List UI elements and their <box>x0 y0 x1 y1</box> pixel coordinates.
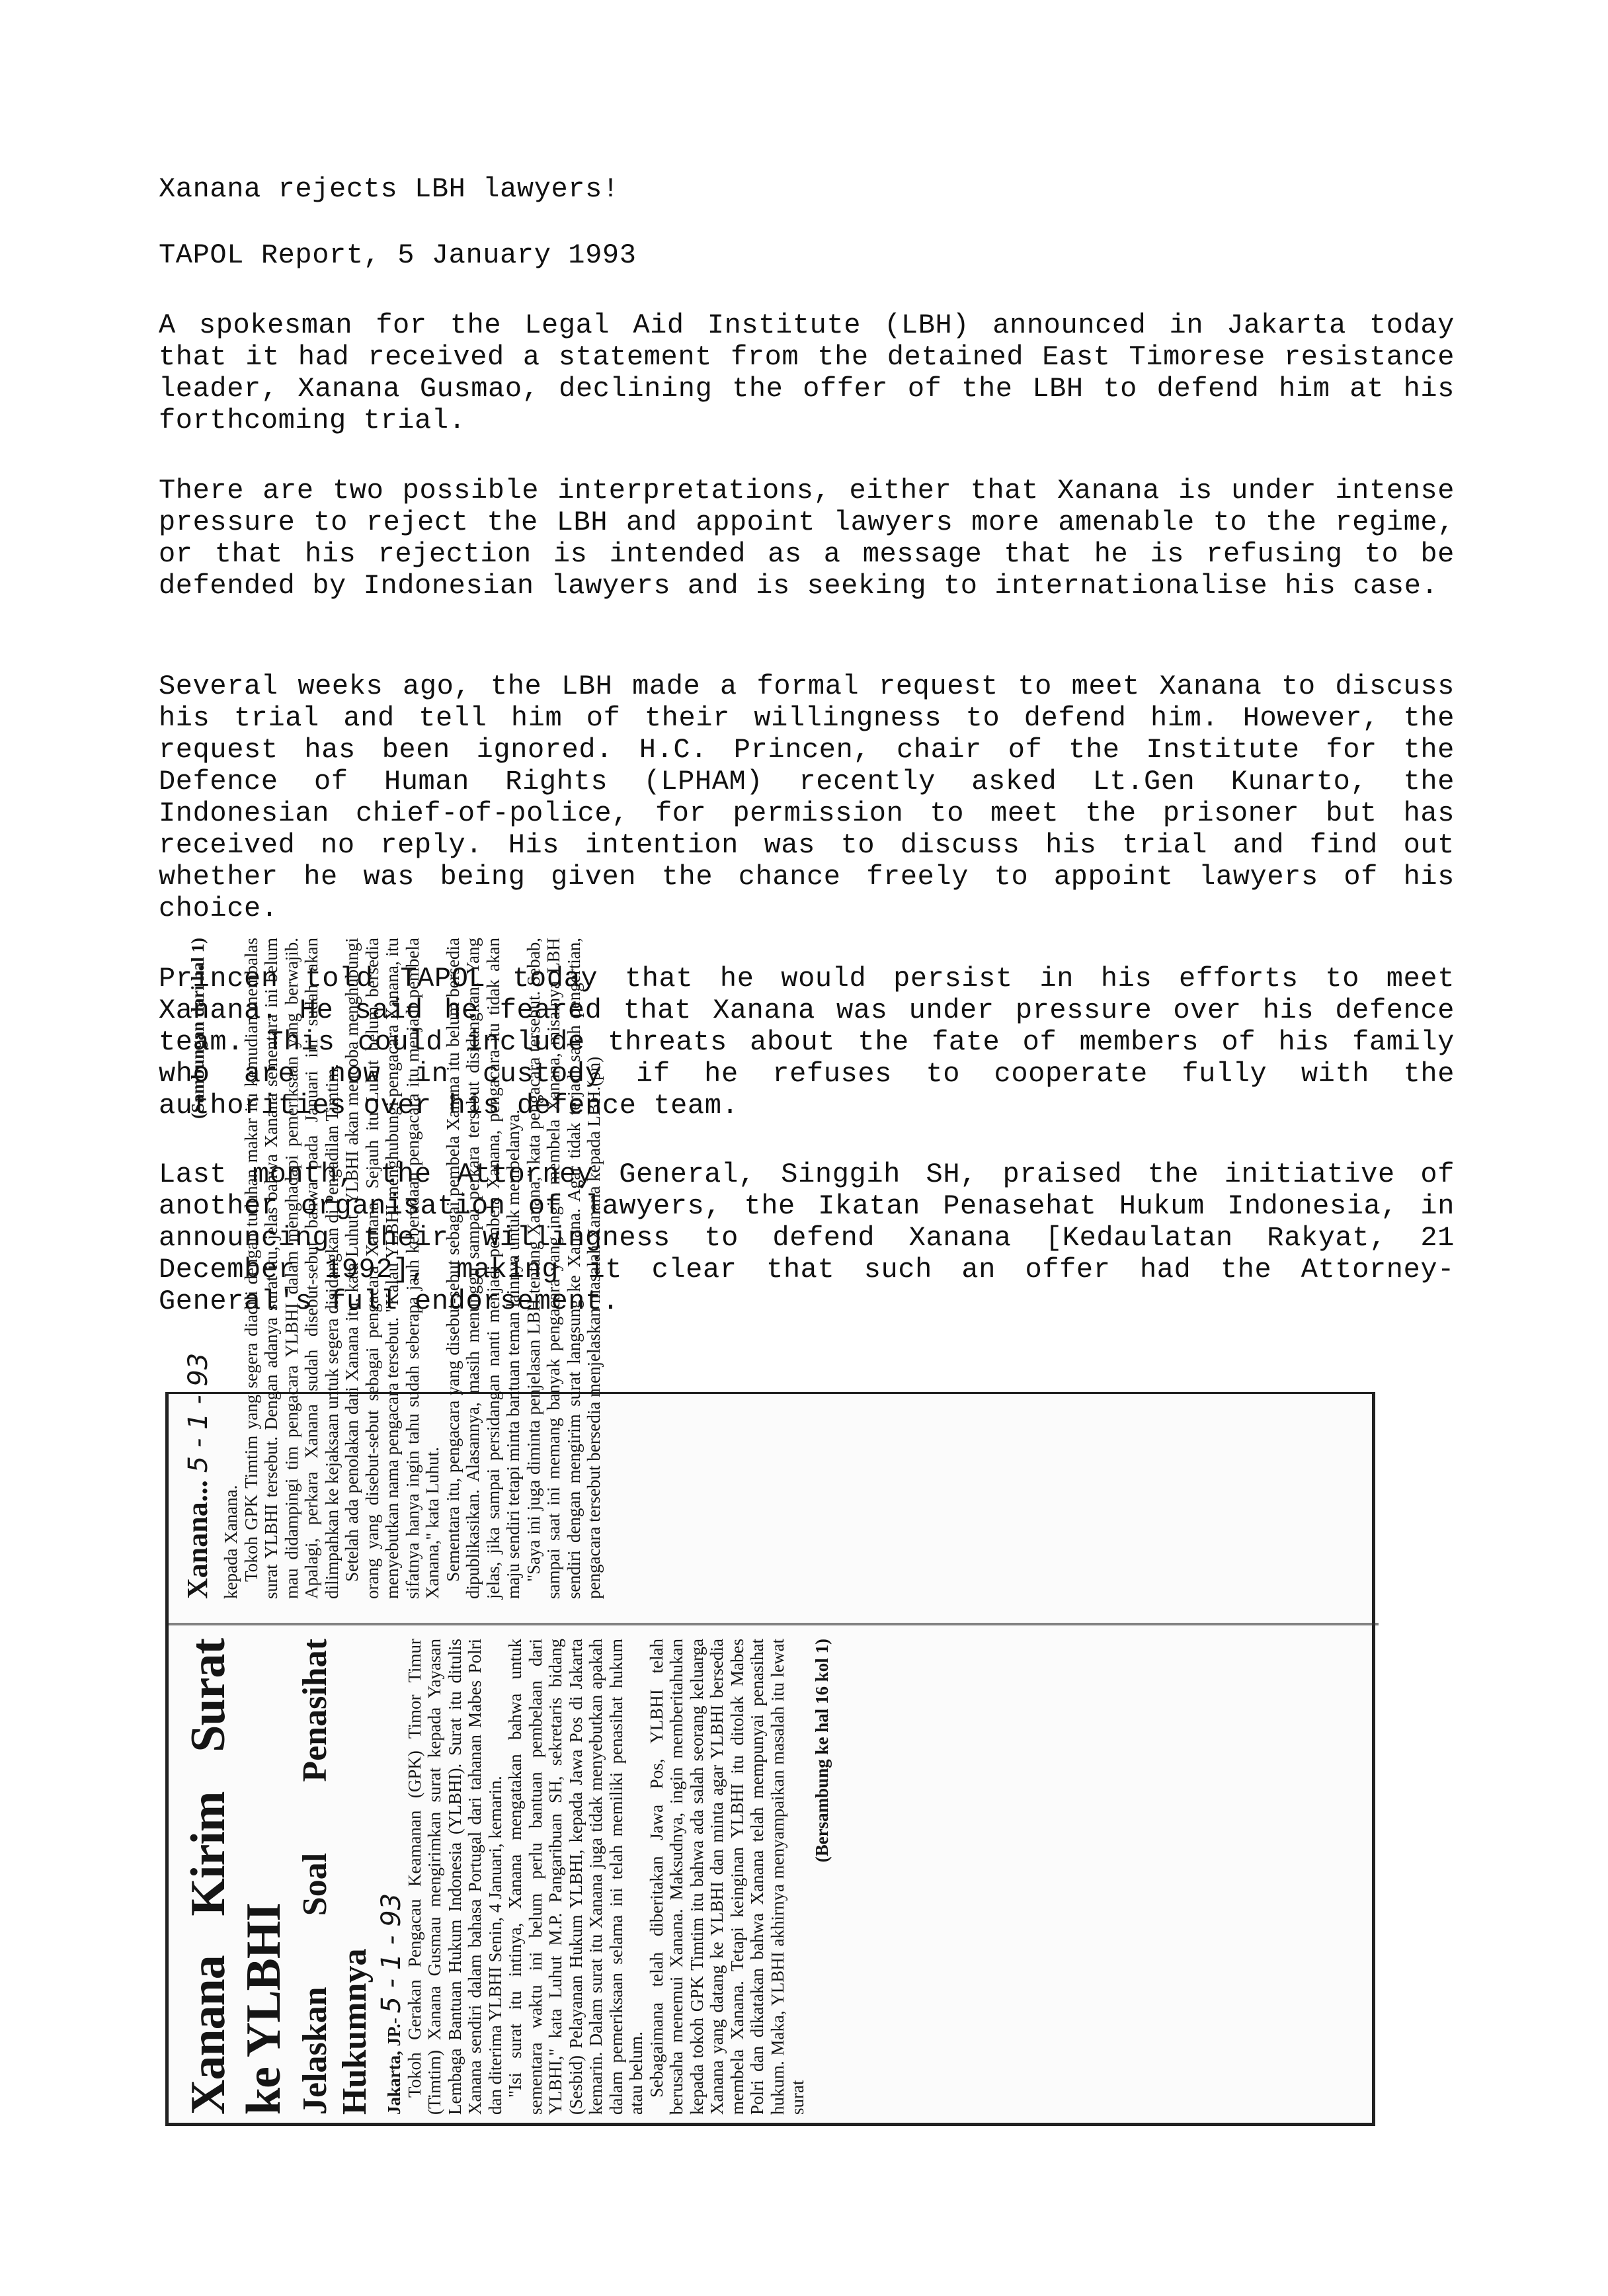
clipping-paragraph: Sementara itu, pengacara yang disebut-sebut sebagai pembela Xanana itu belum bersedia dipublikasikan. Alasannya, masih menunggu sampai perkara tersebut disidangkan. Yang jelas, jika sampai persidangan nanti menjadi pembela Xanana, pengacara itu tidak akan maju sendiri tetapi minta bantuan teman lainnya untuk membelanya. <box>442 938 523 1599</box>
clipping-column-divider <box>169 1623 1379 1625</box>
clipping-headline: Xanana Kirim Surat ke YLBHI <box>181 1639 291 2115</box>
clipping-paragraph <box>376 1639 407 2115</box>
continuation-title: Xanana... <box>181 1480 214 1599</box>
clipping-column-right <box>181 938 1364 1599</box>
handwritten-date: 5 - 1 - 93 <box>376 1893 407 2014</box>
clipping-continued-note: (Bersambung ke hal 16 kol 1) <box>811 1639 832 1863</box>
clipping-paragraph: kepada Xanana. <box>221 1485 241 1599</box>
paragraph-4: Princen told TAPOL today that he would persist in his efforts to meet Xanana. He said he feared that Xanana was under pressure over his defence team. This could include threats about the fate of members of his family who are now in custody if he refuses to cooperate fully with the authorities over his defence team. <box>159 963 1455 1122</box>
paragraph-3: Several weeks ago, the LBH made a formal request to meet Xanana to discuss his trial and tell him of their willingness to defend him. However, the request has been ignored. H.C. Princen, chair of the Institute for the Defence of Human Rights (LPHAM) recently asked Lt.Gen Kunarto, the Indonesian chief-of-police, for permission to meet the prisoner but has received no reply. His intention was to discuss his trial and find out whether he was being given the chance freely to appoint lawyers of his choice. <box>159 671 1455 924</box>
document-source: TAPOL Report, 5 January 1993 <box>159 239 637 271</box>
paragraph-1: A spokesman for the Legal Aid Institute (LBH) announced in Jakarta today that it had received a statement from the detained East Timorese resistance leader, Xanana Gusmao, declining the offer of the LBH to defend him at his forthcoming trial. <box>159 309 1455 436</box>
paragraph-5: Last month, the Attorney General, Singgih SH, praised the initiative of another organisation of lawyers, the Ikatan Penasehat Hukum Indonesia, in announcing their willingness to defend Xanana [Kedaulatan Rakyat, 21 December 1992], making it clear that such an offer had the Attorney-General's full endorsement. <box>159 1159 1455 1317</box>
clipping-paragraph: Sebagaimana telah diberitakan Jawa Pos, YLBHI telah berusaha menemui Xanana. Maksudnya, ingin memberitahukan kepada tokoh GPK Timtim itu bahwa ada salah seorang keluarga Xanana yang datang ke YLBHI dan minta agar YLBHI bersedia membela Xanana. Tetapi keinginan YLBHI itu ditolak Mabes Polri dan dikatakan bahwa Xanana telah mempunyai penasihat hukum. Maka, YLBHI akhirnya menyampaikan masalah itu lewat surat <box>646 1639 807 2115</box>
handwritten-date-2: 5 - 1 - 93 <box>183 1352 214 1473</box>
clipping-paragraph: Tokoh GPK Timtim yang segera diadili dengan tuduhan makar itu kemudian membalas surat YLBHI tersebut. Dengan adanya surat itu, jelas bahwa Xanana sementara ini belum mau didampingi tim pengacara YLBHI dalam menghadapi pemeriksaan yang berwajib. Apalagi, perkara Xanana sudah disebut-sebut bahwa pada Januari ini sudah akan dilimpahkan ke kejaksaan untuk segera disidangkan di Pengadilan Timtim. <box>241 938 342 1599</box>
clipping-dateline: Jakarta, JP.- <box>384 2018 404 2115</box>
clipping-from-note: (Sambungan dari hal 1) <box>188 938 208 1119</box>
paragraph-2: There are two possible interpretations, either that Xanana is under intense pressure to reject the LBH and appoint lawyers more amenable to the regime, or that his rejection is intended as a message that he is refusing to be defended by Indonesian lawyers and is seeking to internationalise his case. <box>159 475 1455 602</box>
clipping-continuation-head <box>181 938 216 1599</box>
document-title: Xanana rejects LBH lawyers! <box>159 173 620 205</box>
clipping-paragraph: "Isi surat itu intinya, Xanana mengatakan bahwa untuk sementara waktu ini belum perlu bantuan pembelaan dari YLBHI," kata Luhut M.P. Pangaribuan SH, sekretaris bidang (Sesbid) Pelayanan Hukum YLBHI, kepada Jawa Pos di Jakarta kemarin. Dalam surat itu Xanana juga tidak menyebutkan apakah dalam pemeriksaan selama ini telah memiliki penasihat hukum atau belum. <box>505 1639 646 2115</box>
clipping-paragraph: Tokoh Gerakan Pengacau Keamanan (GPK) Timor Timur (Timtim) Xanana Gusmau mengirimkan surat kepada Yayasan Lembaga Bantuan Hukum Indonesia (YLBHI). Surat itu ditulis Xanana sendiri dalam bahasa Portugal dari tahanan Mabes Polri dan diterima YLBHI Senin, 4 Januari, kemarin. <box>404 1639 505 2115</box>
clipping-paragraph: Setelah ada penolakan dari Xanana itu, kata Luhut, YLBHI akan mencoba menghubungi orang yang disebut-sebut sebagai pengacara Xanana. Sejauh itu Luhut belum bersedia menyebutkan nama pengacara tersebut. "Kalau YLBHI menghubungi pengacara Xanana, itu sifatnya hanya ingin tahu sudah seberapa jauh keberadaan pengacara itu menjadi pembela Xanana," kata Luhut. <box>342 938 442 1599</box>
clipping-paragraph: "Saya ini juga diminta penjelasan LBH tentang Xanana," kata pengacara tersebut. Sebab, sampai saat ini memang banyak pengacara yang ingin membela Xanana, misalnya LBH sendiri dengan mengirim surat langsung ke Xanana. Agar tidak terjadi salah pengertian, pengacara tersebut bersedia menjelaskan masalah Xanana kepada LBH.(pn) <box>523 938 604 1599</box>
clipping-subheadline: Jelaskan Soal Penasihat Hukumnya <box>296 1639 374 2115</box>
clipping-column-left <box>181 1639 1364 2115</box>
